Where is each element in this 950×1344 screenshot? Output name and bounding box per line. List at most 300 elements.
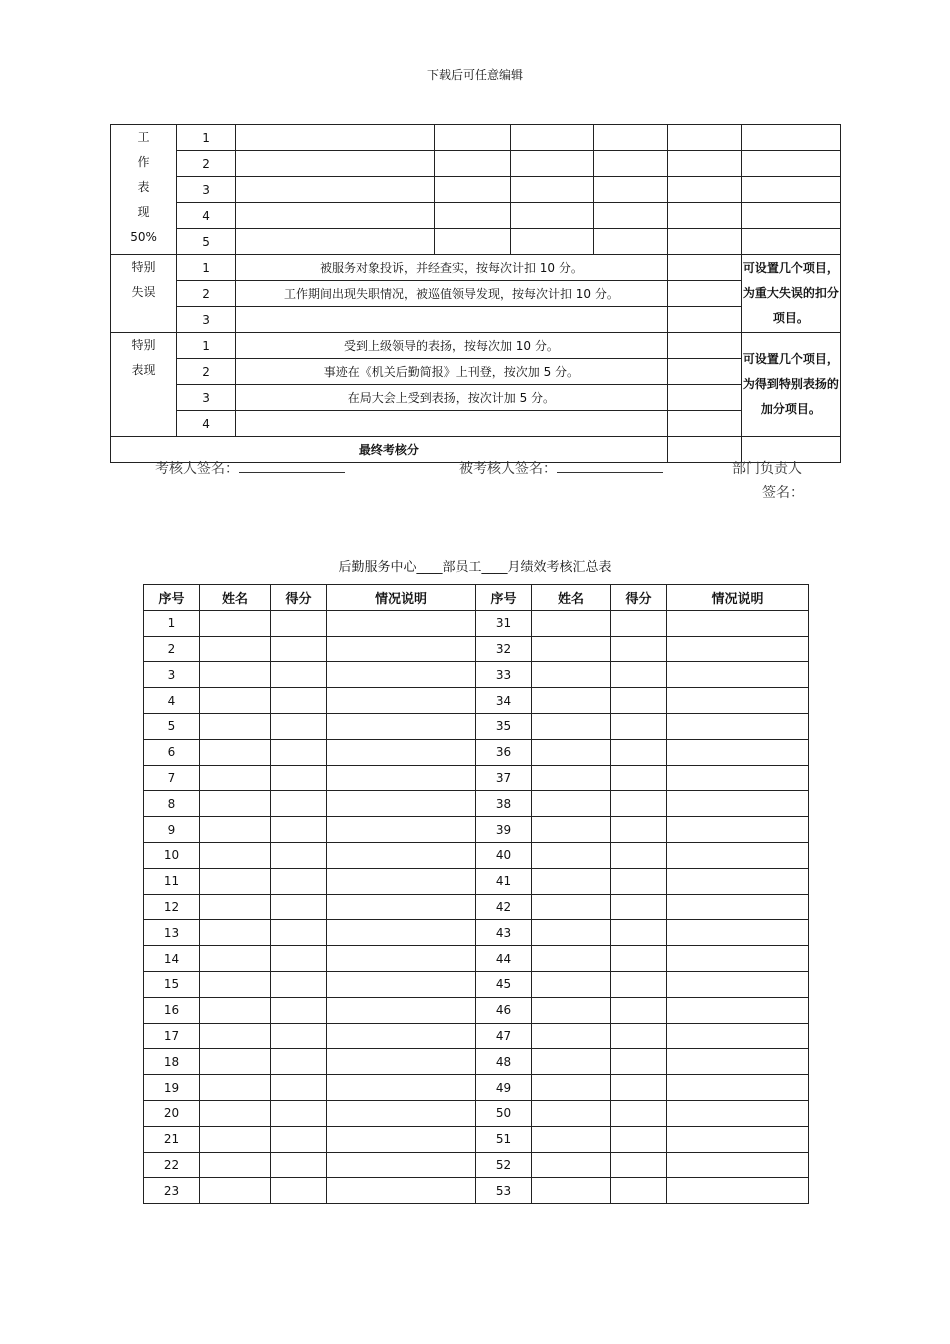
entry-cell[interactable] xyxy=(271,713,327,739)
blank-cell[interactable] xyxy=(741,151,840,177)
blank-cell[interactable] xyxy=(435,151,510,177)
entry-cell[interactable] xyxy=(271,920,327,946)
summary-row xyxy=(144,1152,809,1178)
entry-cell[interactable] xyxy=(611,765,667,791)
serial-number: 7 xyxy=(144,765,200,791)
serial-number: 34 xyxy=(476,688,532,714)
serial-number: 14 xyxy=(144,946,200,972)
serial-number: 44 xyxy=(476,946,532,972)
serial-number: 33 xyxy=(476,662,532,688)
entry-cell[interactable] xyxy=(532,791,611,817)
serial-number: 21 xyxy=(144,1126,200,1152)
mistake-category-char: 失误 xyxy=(131,285,156,299)
summary-row xyxy=(144,1023,809,1049)
serial-number: 50 xyxy=(476,1100,532,1126)
entry-cell[interactable] xyxy=(200,842,271,868)
blank-cell[interactable] xyxy=(593,177,667,203)
blank-cell[interactable] xyxy=(435,203,510,229)
entry-cell[interactable] xyxy=(327,868,476,894)
entry-cell[interactable] xyxy=(611,791,667,817)
entry-cell[interactable] xyxy=(611,610,667,636)
row-number: 1 xyxy=(177,125,236,151)
serial-number: 9 xyxy=(144,817,200,843)
entry-cell[interactable] xyxy=(271,1126,327,1152)
entry-cell[interactable] xyxy=(532,1152,611,1178)
special-category-char: 特别 xyxy=(131,338,156,352)
entry-cell[interactable] xyxy=(611,688,667,714)
entry-cell[interactable] xyxy=(200,791,271,817)
serial-number: 18 xyxy=(144,1049,200,1075)
entry-cell[interactable] xyxy=(327,1023,476,1049)
entry-cell[interactable] xyxy=(327,997,476,1023)
blank-cell[interactable] xyxy=(593,125,667,151)
summary-title: 后勤服务中心____部员工____月绩效考核汇总表 xyxy=(338,560,612,575)
entry-cell[interactable] xyxy=(532,1075,611,1101)
entry-cell[interactable] xyxy=(532,1126,611,1152)
mistake-row xyxy=(111,255,841,281)
mistake-row xyxy=(111,281,841,307)
entry-cell[interactable] xyxy=(611,971,667,997)
serial-number: 5 xyxy=(144,713,200,739)
blank-cell[interactable] xyxy=(741,125,840,151)
blank-cell[interactable] xyxy=(667,229,741,255)
summary-row xyxy=(144,894,809,920)
blank-cell[interactable] xyxy=(236,229,435,255)
entry-cell[interactable] xyxy=(667,791,809,817)
entry-cell[interactable] xyxy=(327,1075,476,1101)
entry-cell[interactable] xyxy=(327,971,476,997)
work-row xyxy=(111,177,841,203)
entry-cell[interactable] xyxy=(532,1023,611,1049)
assessor-signature-line[interactable] xyxy=(239,458,345,473)
summary-table xyxy=(143,584,809,1204)
summary-row xyxy=(144,997,809,1023)
assessee-signature xyxy=(459,458,663,478)
entry-cell[interactable] xyxy=(667,1126,809,1152)
score-cell[interactable] xyxy=(667,307,741,333)
serial-number: 51 xyxy=(476,1126,532,1152)
entry-cell[interactable] xyxy=(327,842,476,868)
entry-cell[interactable] xyxy=(667,739,809,765)
evaluation-table xyxy=(110,124,841,463)
serial-number: 36 xyxy=(476,739,532,765)
blank-cell[interactable] xyxy=(435,177,510,203)
entry-cell[interactable] xyxy=(667,842,809,868)
score-cell[interactable] xyxy=(667,411,741,437)
entry-cell[interactable] xyxy=(327,662,476,688)
entry-cell[interactable] xyxy=(200,739,271,765)
entry-cell[interactable] xyxy=(532,1100,611,1126)
entry-cell[interactable] xyxy=(271,765,327,791)
entry-cell[interactable] xyxy=(611,662,667,688)
serial-number: 22 xyxy=(144,1152,200,1178)
entry-cell[interactable] xyxy=(611,817,667,843)
entry-cell[interactable] xyxy=(271,1075,327,1101)
entry-cell[interactable] xyxy=(271,688,327,714)
summary-row xyxy=(144,868,809,894)
row-number: 2 xyxy=(177,281,236,307)
entry-cell[interactable] xyxy=(271,971,327,997)
column-header: 得分 xyxy=(611,585,667,611)
serial-number: 23 xyxy=(144,1178,200,1204)
serial-number: 39 xyxy=(476,817,532,843)
entry-cell[interactable] xyxy=(200,662,271,688)
entry-cell[interactable] xyxy=(200,1178,271,1204)
entry-cell[interactable] xyxy=(532,688,611,714)
dept-head-signature-line2: 签名： xyxy=(762,485,804,501)
entry-cell[interactable] xyxy=(532,817,611,843)
entry-cell[interactable] xyxy=(200,1100,271,1126)
entry-cell[interactable] xyxy=(667,688,809,714)
entry-cell[interactable] xyxy=(271,868,327,894)
entry-cell[interactable] xyxy=(611,713,667,739)
serial-number: 40 xyxy=(476,842,532,868)
row-number: 1 xyxy=(177,333,236,359)
entry-cell[interactable] xyxy=(532,713,611,739)
summary-row xyxy=(144,739,809,765)
assessee-signature-line[interactable] xyxy=(557,458,663,473)
entry-cell[interactable] xyxy=(532,868,611,894)
entry-cell[interactable] xyxy=(532,636,611,662)
serial-number: 37 xyxy=(476,765,532,791)
blank-cell[interactable] xyxy=(236,203,435,229)
serial-number: 42 xyxy=(476,894,532,920)
entry-cell[interactable] xyxy=(327,1049,476,1075)
blank-cell[interactable] xyxy=(741,229,840,255)
special-row xyxy=(111,411,841,437)
entry-cell[interactable] xyxy=(667,971,809,997)
entry-cell[interactable] xyxy=(271,739,327,765)
serial-number: 12 xyxy=(144,894,200,920)
summary-row xyxy=(144,610,809,636)
entry-cell[interactable] xyxy=(200,610,271,636)
entry-cell[interactable] xyxy=(271,1100,327,1126)
entry-cell[interactable] xyxy=(327,1126,476,1152)
entry-cell[interactable] xyxy=(271,1152,327,1178)
entry-cell[interactable] xyxy=(532,894,611,920)
blank-cell[interactable] xyxy=(741,177,840,203)
entry-cell[interactable] xyxy=(611,1023,667,1049)
entry-cell[interactable] xyxy=(271,1023,327,1049)
blank-cell[interactable] xyxy=(667,125,741,151)
summary-row xyxy=(144,791,809,817)
row-number: 4 xyxy=(177,411,236,437)
special-row xyxy=(111,333,841,359)
work-row xyxy=(111,151,841,177)
summary-row xyxy=(144,971,809,997)
summary-row xyxy=(144,1178,809,1204)
serial-number: 32 xyxy=(476,636,532,662)
special-criterion: 事迹在《机关后勤简报》上刊登，按次加 5 分。 xyxy=(236,359,668,385)
entry-cell[interactable] xyxy=(271,662,327,688)
special-criterion: 受到上级领导的表扬，按每次加 10 分。 xyxy=(236,333,668,359)
entry-cell[interactable] xyxy=(271,946,327,972)
entry-cell[interactable] xyxy=(200,997,271,1023)
summary-row xyxy=(144,842,809,868)
entry-cell[interactable] xyxy=(327,817,476,843)
entry-cell[interactable] xyxy=(611,1178,667,1204)
final-score-label: 最终考核分 xyxy=(111,437,668,463)
entry-cell[interactable] xyxy=(200,920,271,946)
blank-cell[interactable] xyxy=(593,229,667,255)
entry-cell[interactable] xyxy=(327,1100,476,1126)
entry-cell[interactable] xyxy=(200,1126,271,1152)
entry-cell[interactable] xyxy=(327,894,476,920)
entry-cell[interactable] xyxy=(200,1075,271,1101)
entry-cell[interactable] xyxy=(611,739,667,765)
score-cell[interactable] xyxy=(667,255,741,281)
entry-cell[interactable] xyxy=(667,1100,809,1126)
entry-cell[interactable] xyxy=(327,946,476,972)
serial-number: 3 xyxy=(144,662,200,688)
entry-cell[interactable] xyxy=(200,713,271,739)
entry-cell[interactable] xyxy=(271,997,327,1023)
entry-cell[interactable] xyxy=(200,868,271,894)
work-category-char: 表 xyxy=(137,180,150,194)
work-row xyxy=(111,229,841,255)
summary-row xyxy=(144,920,809,946)
entry-cell[interactable] xyxy=(611,920,667,946)
summary-row xyxy=(144,662,809,688)
blank-cell[interactable] xyxy=(435,229,510,255)
serial-number: 43 xyxy=(476,920,532,946)
blank-cell[interactable] xyxy=(435,125,510,151)
summary-row xyxy=(144,765,809,791)
mistake-category-char: 特别 xyxy=(131,260,156,274)
entry-cell[interactable] xyxy=(611,1126,667,1152)
entry-cell[interactable] xyxy=(327,791,476,817)
entry-cell[interactable] xyxy=(327,713,476,739)
entry-cell[interactable] xyxy=(667,1075,809,1101)
mistake-row xyxy=(111,307,841,333)
serial-number: 16 xyxy=(144,997,200,1023)
serial-number: 41 xyxy=(476,868,532,894)
serial-number: 48 xyxy=(476,1049,532,1075)
column-header: 姓名 xyxy=(200,585,271,611)
entry-cell[interactable] xyxy=(667,1152,809,1178)
entry-cell[interactable] xyxy=(200,636,271,662)
special-criterion xyxy=(236,411,668,437)
blank-cell[interactable] xyxy=(667,151,741,177)
entry-cell[interactable] xyxy=(271,842,327,868)
blank-cell[interactable] xyxy=(510,177,593,203)
work-category-char: 作 xyxy=(137,155,150,169)
serial-number: 53 xyxy=(476,1178,532,1204)
entry-cell[interactable] xyxy=(667,817,809,843)
score-cell[interactable] xyxy=(667,333,741,359)
serial-number: 11 xyxy=(144,868,200,894)
entry-cell[interactable] xyxy=(667,610,809,636)
row-number: 3 xyxy=(177,177,236,203)
entry-cell[interactable] xyxy=(271,817,327,843)
serial-number: 1 xyxy=(144,610,200,636)
entry-cell[interactable] xyxy=(611,1049,667,1075)
column-header: 情况说明 xyxy=(667,585,809,611)
entry-cell[interactable] xyxy=(667,765,809,791)
entry-cell[interactable] xyxy=(667,713,809,739)
entry-cell[interactable] xyxy=(200,688,271,714)
entry-cell[interactable] xyxy=(532,765,611,791)
serial-number: 20 xyxy=(144,1100,200,1126)
summary-row xyxy=(144,636,809,662)
serial-number: 4 xyxy=(144,688,200,714)
entry-cell[interactable] xyxy=(611,894,667,920)
entry-cell[interactable] xyxy=(532,610,611,636)
entry-cell[interactable] xyxy=(667,997,809,1023)
blank-cell[interactable] xyxy=(667,203,741,229)
work-category xyxy=(111,125,177,255)
mistake-category xyxy=(111,255,177,333)
entry-cell[interactable] xyxy=(327,739,476,765)
entry-cell[interactable] xyxy=(611,842,667,868)
entry-cell[interactable] xyxy=(327,765,476,791)
serial-number: 2 xyxy=(144,636,200,662)
entry-cell[interactable] xyxy=(327,920,476,946)
serial-number: 6 xyxy=(144,739,200,765)
entry-cell[interactable] xyxy=(532,997,611,1023)
blank-cell[interactable] xyxy=(236,151,435,177)
entry-cell[interactable] xyxy=(611,636,667,662)
work-category-char: 现 xyxy=(137,205,150,219)
entry-cell[interactable] xyxy=(271,610,327,636)
entry-cell[interactable] xyxy=(667,868,809,894)
serial-number: 35 xyxy=(476,713,532,739)
entry-cell[interactable] xyxy=(532,971,611,997)
serial-number: 45 xyxy=(476,971,532,997)
column-header: 得分 xyxy=(271,585,327,611)
entry-cell[interactable] xyxy=(532,946,611,972)
entry-cell[interactable] xyxy=(611,946,667,972)
entry-cell[interactable] xyxy=(611,868,667,894)
entry-cell[interactable] xyxy=(271,894,327,920)
column-header: 姓名 xyxy=(532,585,611,611)
serial-number: 17 xyxy=(144,1023,200,1049)
row-number: 5 xyxy=(177,229,236,255)
column-header: 情况说明 xyxy=(327,585,476,611)
serial-number: 13 xyxy=(144,920,200,946)
page-header: 下载后可任意编辑 xyxy=(426,68,523,82)
blank-cell[interactable] xyxy=(593,203,667,229)
entry-cell[interactable] xyxy=(532,662,611,688)
summary-row xyxy=(144,713,809,739)
summary-header-row xyxy=(144,585,809,611)
entry-cell[interactable] xyxy=(532,1178,611,1204)
row-number: 2 xyxy=(177,151,236,177)
entry-cell[interactable] xyxy=(200,894,271,920)
entry-cell[interactable] xyxy=(532,1049,611,1075)
special-category-char: 表现 xyxy=(131,363,156,377)
row-number: 3 xyxy=(177,307,236,333)
serial-number: 49 xyxy=(476,1075,532,1101)
serial-number: 19 xyxy=(144,1075,200,1101)
entry-cell[interactable] xyxy=(667,662,809,688)
entry-cell[interactable] xyxy=(532,920,611,946)
dept-head-signature-line1: 部门负责人 xyxy=(732,461,802,477)
blank-cell[interactable] xyxy=(236,125,435,151)
entry-cell[interactable] xyxy=(327,610,476,636)
assessee-signature-label: 被考核人签名： xyxy=(459,461,557,477)
entry-cell[interactable] xyxy=(611,1152,667,1178)
summary-row xyxy=(144,1049,809,1075)
entry-cell[interactable] xyxy=(200,971,271,997)
blank-cell[interactable] xyxy=(510,229,593,255)
column-header: 序号 xyxy=(476,585,532,611)
entry-cell[interactable] xyxy=(667,920,809,946)
row-number: 1 xyxy=(177,255,236,281)
entry-cell[interactable] xyxy=(611,1075,667,1101)
summary-row xyxy=(144,817,809,843)
entry-cell[interactable] xyxy=(200,765,271,791)
special-row xyxy=(111,385,841,411)
score-cell[interactable] xyxy=(667,281,741,307)
entry-cell[interactable] xyxy=(667,894,809,920)
serial-number: 46 xyxy=(476,997,532,1023)
entry-cell[interactable] xyxy=(327,636,476,662)
row-number: 3 xyxy=(177,385,236,411)
serial-number: 8 xyxy=(144,791,200,817)
score-cell[interactable] xyxy=(667,385,741,411)
work-category-char: 50% xyxy=(130,230,157,244)
entry-cell[interactable] xyxy=(200,946,271,972)
blank-cell[interactable] xyxy=(510,151,593,177)
special-category xyxy=(111,333,177,437)
serial-number: 31 xyxy=(476,610,532,636)
serial-number: 38 xyxy=(476,791,532,817)
entry-cell[interactable] xyxy=(200,1049,271,1075)
mistake-criterion: 工作期间出现失职情况，被巡值领导发现，按每次计扣 10 分。 xyxy=(236,281,668,307)
entry-cell[interactable] xyxy=(271,1178,327,1204)
entry-cell[interactable] xyxy=(667,1049,809,1075)
entry-cell[interactable] xyxy=(667,636,809,662)
blank-cell[interactable] xyxy=(741,203,840,229)
summary-row xyxy=(144,688,809,714)
mistake-note: 可设置几个项目，为重大失误的扣分项目。 xyxy=(741,255,840,333)
entry-cell[interactable] xyxy=(667,1178,809,1204)
serial-number: 15 xyxy=(144,971,200,997)
blank-cell[interactable] xyxy=(510,203,593,229)
blank-cell[interactable] xyxy=(667,177,741,203)
entry-cell[interactable] xyxy=(327,1178,476,1204)
entry-cell[interactable] xyxy=(327,688,476,714)
entry-cell[interactable] xyxy=(327,1152,476,1178)
score-cell[interactable] xyxy=(667,359,741,385)
entry-cell[interactable] xyxy=(271,1049,327,1075)
entry-cell[interactable] xyxy=(200,1152,271,1178)
entry-cell[interactable] xyxy=(611,1100,667,1126)
special-note: 可设置几个项目，为得到特别表扬的加分项目。 xyxy=(741,333,840,437)
entry-cell[interactable] xyxy=(667,946,809,972)
blank-cell[interactable] xyxy=(510,125,593,151)
special-row xyxy=(111,359,841,385)
row-number: 4 xyxy=(177,203,236,229)
blank-cell[interactable] xyxy=(236,177,435,203)
final-score-cell[interactable] xyxy=(667,437,741,463)
assessor-signature xyxy=(155,458,345,478)
entry-cell[interactable] xyxy=(532,739,611,765)
entry-cell[interactable] xyxy=(667,1023,809,1049)
entry-cell[interactable] xyxy=(271,636,327,662)
work-row xyxy=(111,203,841,229)
blank-cell[interactable] xyxy=(593,151,667,177)
work-row xyxy=(111,125,841,151)
entry-cell[interactable] xyxy=(271,791,327,817)
entry-cell[interactable] xyxy=(200,1023,271,1049)
entry-cell[interactable] xyxy=(200,817,271,843)
entry-cell[interactable] xyxy=(532,842,611,868)
column-header: 序号 xyxy=(144,585,200,611)
serial-number: 47 xyxy=(476,1023,532,1049)
entry-cell[interactable] xyxy=(611,997,667,1023)
